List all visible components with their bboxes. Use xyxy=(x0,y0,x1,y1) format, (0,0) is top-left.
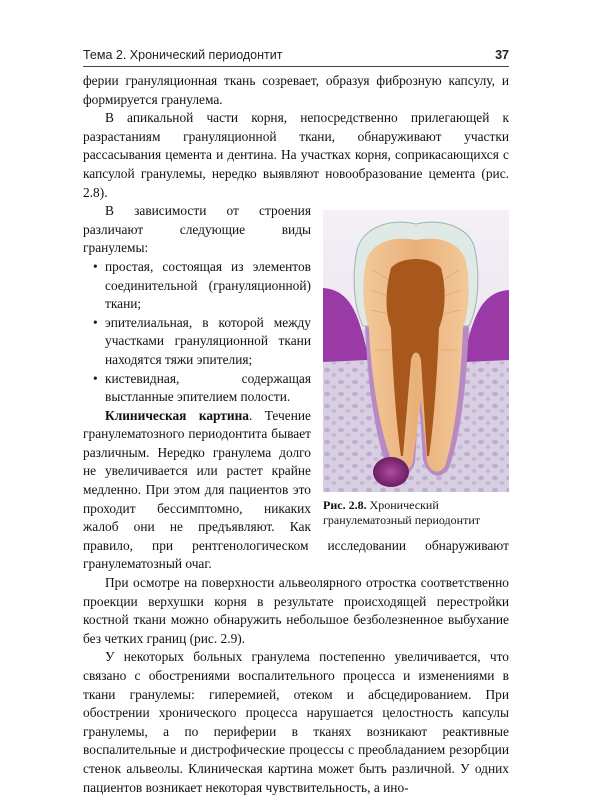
figure-caption-text: Хронический гранулематозный периодонтит xyxy=(323,498,480,528)
section-heading: Клиническая картина xyxy=(105,407,250,423)
list-item: • эпителиальная, в которой между участками грануляционной ткани находятся тяжи эпителия; xyxy=(93,314,509,370)
paragraph: В апикальной части корня, непосредственно прилегающей к разрастаниям грануляционной ткани, обнаруживают участки рассасывания цемента и дентина. На участках корня, соприкасающихся с капсулой гранулемы, нередко выявляют новообразование цемента (рис. 2.8). xyxy=(83,110,509,200)
paragraph: ферии грануляционная ткань созревает, образуя фиброзную капсулу, и формируется гранулема. xyxy=(83,73,509,107)
paragraph: При осмотре на поверхности альвеолярного отростка соответственно проекции верхушки корня в результате происходящей перестройки костной ткани можно обнаружить небольшое безболезненное выбухание без четких границ (рис. 2.9). xyxy=(83,575,509,646)
page-number: 37 xyxy=(495,48,509,62)
granuloma-types-list xyxy=(83,258,509,407)
paragraph: У некоторых больных гранулема постепенно увеличивается, что связано с обострениями воспалительного процесса и изменениями в ткани гранулемы: гиперемией, отеком и абсцедированием. При обострении хронического процесса нарушается целостность капсулы гранулемы, а по периферии в тканях возникают реактивные воспалительные и дистрофические процессы с преобладанием резорбции стенок альвеолы. Клиническая картина может быть различной. У одних пациентов возникает некоторая чувствительность, а ино- xyxy=(83,649,509,795)
paragraph-text: . Течение гранулематозного периодонтита бывает различным. Нередко гранулема долго не увеличивается или растет крайне медленно. При этом для пациентов это проходит бессимптомно, никаких жалоб они не предъявляют. Как правило, при рентгенологическом исследовании обнаруживают гранулематозный очаг. xyxy=(83,407,509,572)
running-head xyxy=(83,48,509,62)
list-item: • простая, состоящая из элементов соединительной (грануляционной) ткани; xyxy=(93,258,509,314)
figure-label: Рис. 2.8. xyxy=(323,498,367,513)
header-rule xyxy=(83,66,509,67)
granuloma xyxy=(373,457,409,487)
list-item: • кистевидная, содержащая выстланные эпителием полости. xyxy=(93,370,509,407)
chapter-title: Тема 2. Хронический периодонтит xyxy=(83,48,283,62)
figure-caption xyxy=(323,498,509,528)
paragraph: В зависимости от строения различают следующие виды гранулемы: xyxy=(83,203,311,256)
body-text xyxy=(83,72,509,797)
